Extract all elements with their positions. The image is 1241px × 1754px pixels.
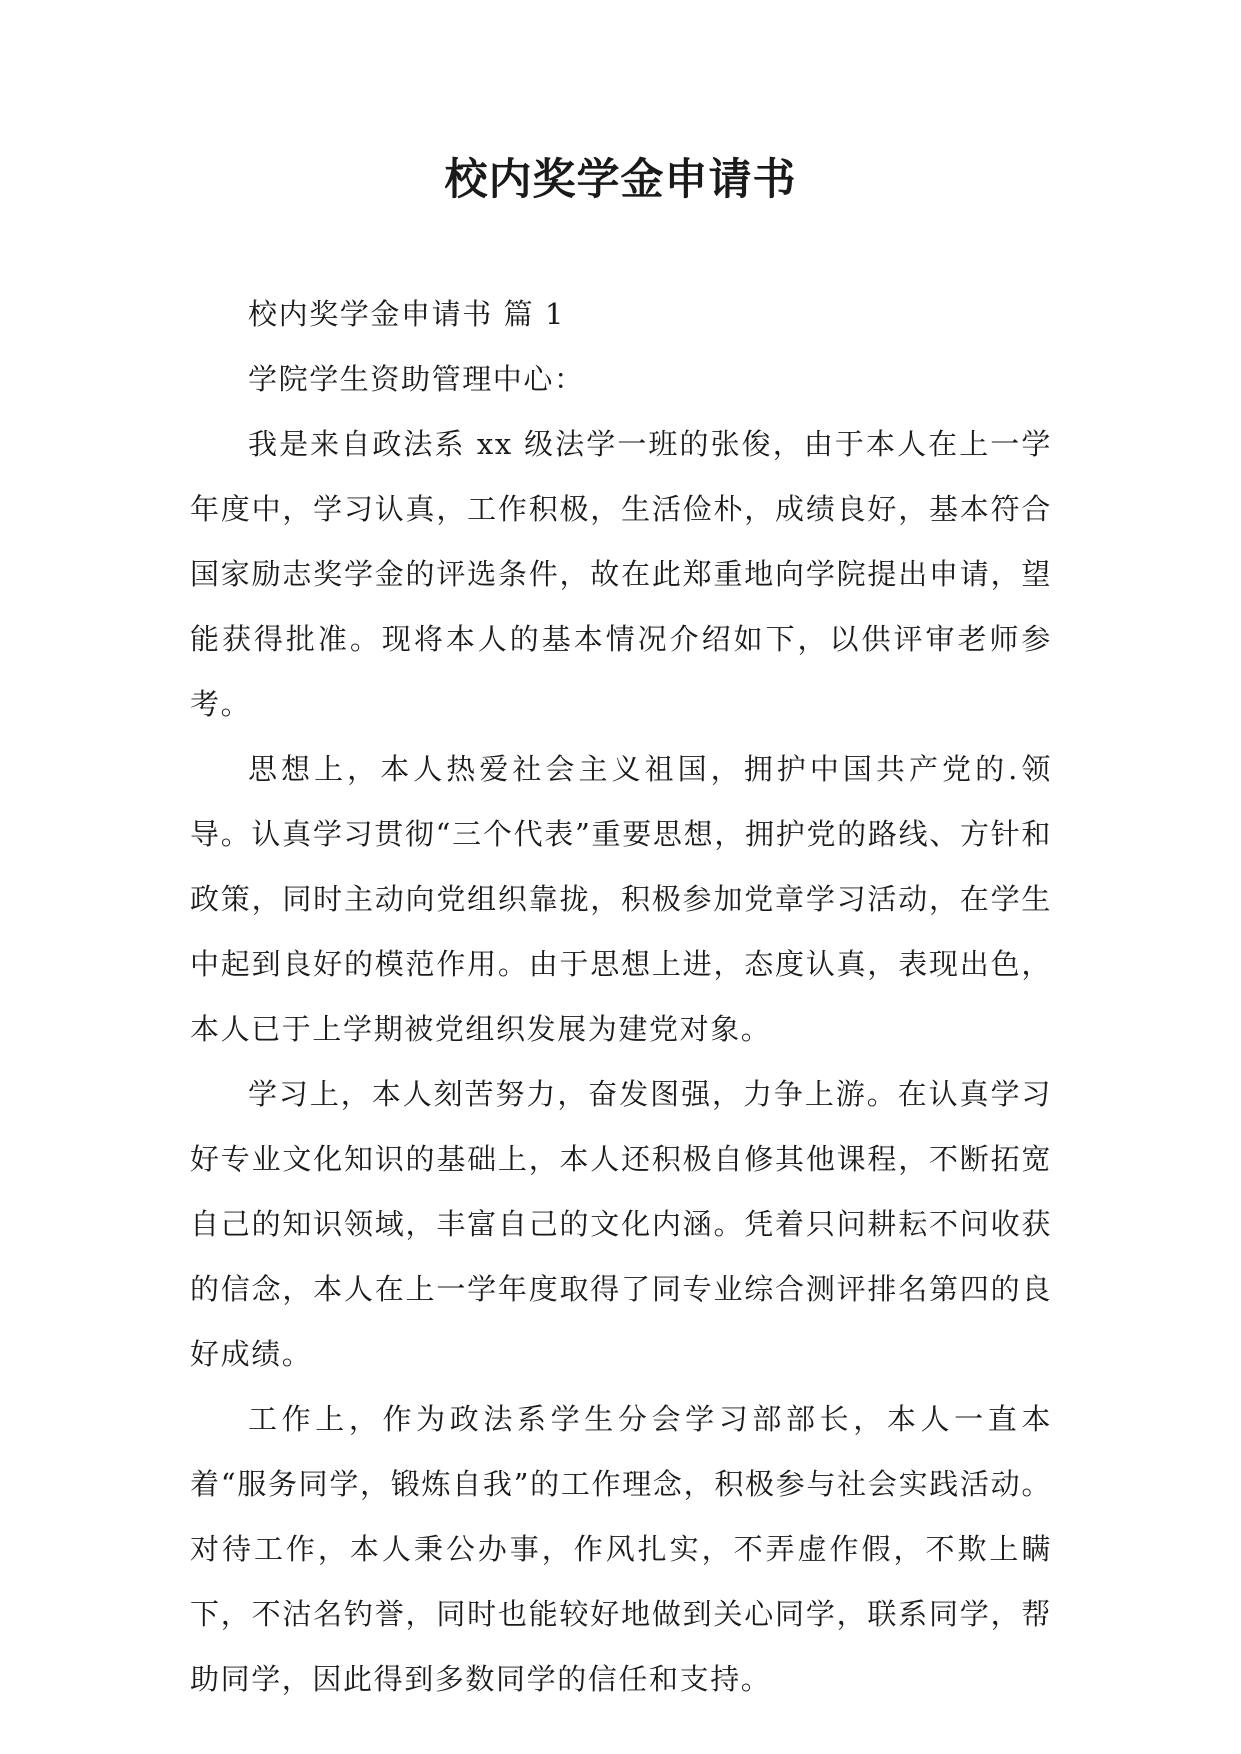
salutation: 学院学生资助管理中心： [248, 362, 585, 396]
paragraph-work: 工作上，作为政法系学生分会学习部部长，本人一直本着“服务同学，锻炼自我”的工作理念，积极参与社会实践活动。对待工作，本人秉公办事，作风扎实，不弄虚作假，不欺上瞒下，不沽名钓誉，同时也能较好地做到关心同学，联系同学，帮助同学，因此得到多数同学的信任和支持。 [190, 1402, 1052, 1696]
document-title: 校内奖学金申请书 [444, 155, 797, 205]
paragraph-intro: 我是来自政法系 xx 级法学一班的张俊，由于本人在上一学年度中，学习认真，工作积极，生活俭朴，成绩良好，基本符合国家励志奖学金的评选条件，故在此郑重地向学院提出申请，望能获得批准。现将本人的基本情况介绍如下，以供评审老师参考。 [190, 427, 1052, 721]
paragraph-ideology: 思想上，本人热爱社会主义祖国，拥护中国共产党的.领导。认真学习贯彻“三个代表”重要思想，拥护党的路线、方针和政策，同时主动向党组织靠拢，积极参加党章学习活动，在学生中起到良好的模范作用。由于思想上进，态度认真，表现出色，本人已于上学期被党组织发展为建党对象。 [190, 752, 1052, 1046]
paragraph-study: 学习上，本人刻苦努力，奋发图强，力争上游。在认真学习好专业文化知识的基础上，本人还积极自修其他课程，不断拓宽自己的知识领域，丰富自己的文化内涵。凭着只问耕耘不问收获的信念，本人在上一学年度取得了同专业综合测评排名第四的良好成绩。 [190, 1077, 1052, 1371]
document-body [190, 282, 1052, 1712]
section-heading: 校内奖学金申请书 篇 1 [248, 297, 566, 331]
